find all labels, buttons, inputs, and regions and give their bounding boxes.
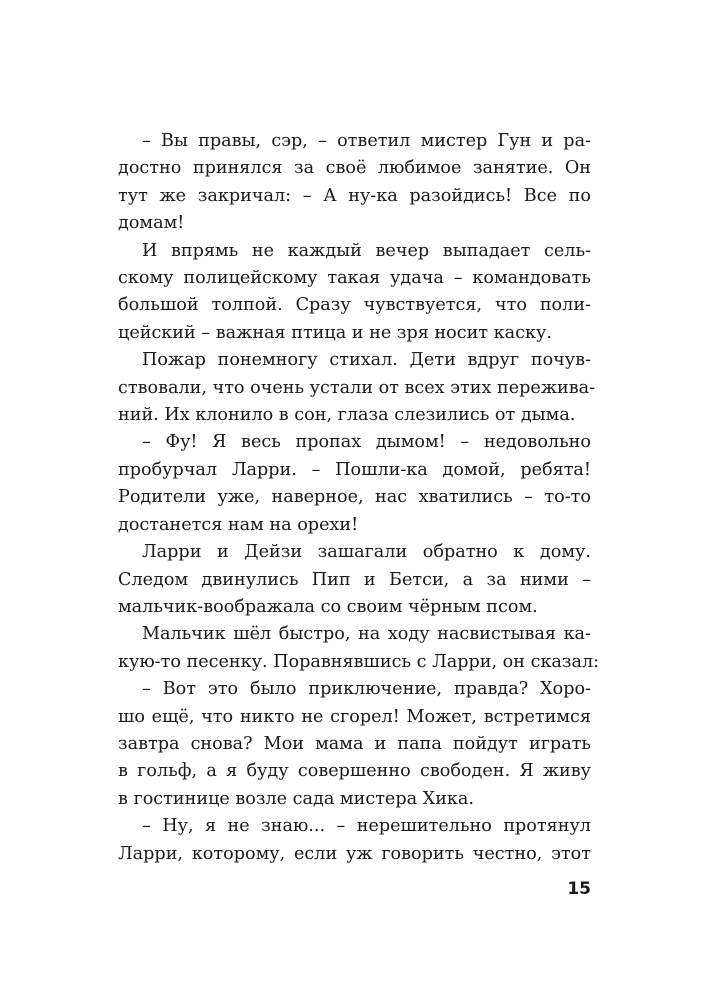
text-line: Ларри и Дейзи зашагали обратно к дому. bbox=[142, 542, 591, 563]
paragraph bbox=[118, 238, 591, 348]
text-line: Пожар понемногу стихал. Дети вдруг почув- bbox=[142, 350, 591, 371]
paragraph bbox=[118, 429, 591, 539]
text-line: Ларри, которому, если уж говорить честно, этот bbox=[118, 843, 591, 864]
text-line: в гостинице возле сада мистера Хика. bbox=[118, 788, 475, 809]
paragraph bbox=[118, 539, 591, 621]
text-line: пробурчал Ларри. – Пошли-ка домой, ребята! bbox=[118, 459, 591, 480]
paragraph bbox=[118, 621, 600, 676]
text-line: достно принялся за своё любимое занятие. Он bbox=[118, 158, 591, 179]
page-number: 15 bbox=[567, 879, 591, 899]
text-line: завтра снова? Мои мама и папа пойдут играть bbox=[118, 733, 591, 754]
text-line: – Ну, я не знаю... – нерешительно протянул bbox=[142, 816, 591, 837]
text-line: кую-то песенку. Поравнявшись с Ларри, он сказал: bbox=[118, 651, 600, 672]
text-line: домам! bbox=[118, 213, 185, 234]
text-line: – Фу! Я весь пропах дымом! – недовольно bbox=[142, 432, 591, 453]
text-line: Следом двинулись Пип и Бетси, а за ними – bbox=[118, 569, 591, 590]
text-line: тут же закричал: – А ну-ка разойдись! Все по bbox=[118, 185, 591, 206]
text-line: цейский – важная птица и не зря носит каску. bbox=[118, 322, 552, 343]
text-line: мальчик-воображала со своим чёрным псом. bbox=[118, 596, 538, 617]
text-line: Мальчик шёл быстро, на ходу насвистывая ка- bbox=[142, 624, 591, 645]
paragraph bbox=[118, 347, 596, 429]
text-line: – Вот это было приключение, правда? Хоро- bbox=[142, 679, 591, 700]
text-line: – Вы правы, сэр, – ответил мистер Гун и ра- bbox=[142, 131, 591, 151]
paragraph bbox=[118, 676, 591, 813]
text-line: достанется нам на орехи! bbox=[118, 514, 359, 535]
text-line: в гольф, а я буду совершенно свободен. Я живу bbox=[118, 761, 591, 782]
text-line: шо ещё, что никто не сгорел! Может, встретимся bbox=[118, 706, 591, 727]
body-text bbox=[118, 128, 600, 868]
text-line: ствовали, что очень устали от всех этих пережива- bbox=[118, 377, 596, 398]
paragraph bbox=[118, 813, 591, 868]
text-line: ний. Их клонило в сон, глаза слезились от дыма. bbox=[118, 405, 576, 426]
text-line: И впрямь не каждый вечер выпадает сель- bbox=[142, 240, 591, 261]
text-line: скому полицейскому такая удача – командовать bbox=[118, 268, 591, 289]
paragraph bbox=[118, 128, 591, 238]
text-line: Родители уже, наверное, нас хватились – то-то bbox=[118, 487, 591, 508]
text-line: большой толпой. Сразу чувствуется, что поли- bbox=[118, 295, 591, 316]
